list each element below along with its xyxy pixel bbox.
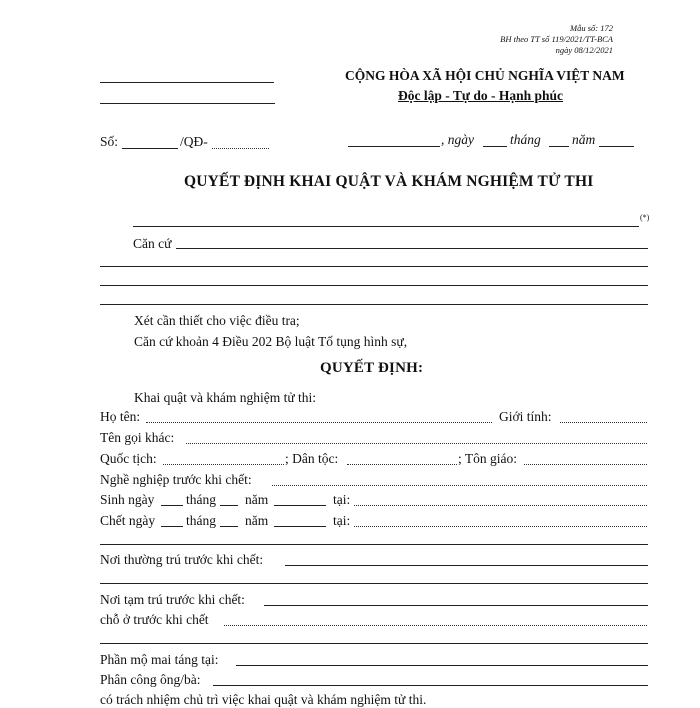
gender-label: Giới tính: [499, 409, 552, 424]
religion-blank [524, 464, 647, 465]
decision-intro: Khai quật và khám nghiệm tử thi: [134, 390, 317, 405]
full-name-label: Họ tên: [100, 409, 141, 424]
permanent-residence-blank [285, 565, 648, 566]
death-year-label: năm [245, 513, 269, 528]
form-date: ngày 08/12/2021 [555, 45, 613, 55]
alias-blank [186, 443, 647, 444]
place-blank [348, 146, 440, 147]
responsibility-text: có trách nhiệm chủ trì việc khai quật và khám nghiệm tử thi. [100, 692, 427, 707]
investigation-need: Xét cần thiết cho việc điều tra; [134, 313, 300, 328]
decision-heading: QUYẾT ĐỊNH: [320, 360, 424, 376]
birth-place-label: tại: [333, 492, 351, 507]
motto: Độc lập - Tự do - Hạnh phúc [398, 88, 564, 103]
month-blank [549, 146, 569, 147]
permanent-residence-blank-2 [100, 583, 648, 584]
death-date-label: Chết ngày [100, 513, 156, 528]
ethnicity-label: ; Dân tộc: [285, 451, 339, 466]
alias-label: Tên gọi khác: [100, 430, 175, 445]
basis-blank-2 [100, 266, 648, 267]
occupation-blank [272, 485, 647, 486]
basis-blank-4 [100, 304, 648, 305]
basis-label: Căn cứ [133, 236, 172, 251]
birth-day-blank [161, 505, 183, 506]
form-number-meta [500, 23, 613, 56]
death-day-blank [161, 526, 183, 527]
birth-date-label: Sinh ngày [100, 492, 155, 507]
temporary-residence-label: Nơi tạm trú trước khi chết: [100, 592, 245, 607]
day-blank [483, 146, 507, 147]
permanent-residence-label: Nơi thường trú trước khi chết: [100, 552, 264, 567]
assignee-label: Phân công ông/bà: [100, 672, 201, 687]
agency-line-2 [100, 103, 275, 104]
birth-place-blank [354, 505, 647, 506]
form-code: Mẫu số: 172 [570, 23, 613, 33]
decision-code-label: /QĐ- [180, 134, 208, 149]
date-day-label: , ngày [441, 132, 474, 147]
death-month-blank [220, 526, 238, 527]
number-label: Số: [100, 134, 119, 149]
date-year-label: năm [572, 132, 596, 147]
ethnicity-blank [347, 464, 457, 465]
full-name-blank [146, 422, 492, 423]
national-header: CỘNG HÒA XÃ HỘI CHỦ NGHĨA VIỆT NAM [345, 68, 625, 83]
authority-blank [133, 226, 639, 227]
residence-blank [224, 625, 647, 626]
residence-label: chỗ ở trước khi chết [100, 612, 209, 627]
footnote-mark: (*) [640, 213, 650, 222]
agency-line-1 [100, 82, 274, 83]
date-month-label: tháng [510, 132, 541, 147]
death-year-blank [274, 526, 326, 527]
assignee-blank [213, 685, 648, 686]
death-place-blank-2 [100, 544, 648, 545]
religion-label: ; Tôn giáo: [458, 451, 517, 466]
nationality-label: Quốc tịch: [100, 451, 157, 466]
temporary-residence-blank [264, 605, 648, 606]
occupation-label: Nghề nghiệp trước khi chết: [100, 472, 252, 487]
legal-basis: Căn cứ khoản 4 Điều 202 Bộ luật Tố tụng hình sự, [134, 334, 408, 349]
nationality-blank [163, 464, 284, 465]
death-month-label: tháng [186, 513, 216, 528]
birth-year-blank [274, 505, 326, 506]
number-blank [122, 148, 178, 149]
death-place-label: tại: [333, 513, 351, 528]
gender-blank [560, 422, 647, 423]
basis-blank-1 [176, 248, 648, 249]
birth-month-label: tháng [186, 492, 216, 507]
grave-location-label: Phần mộ mai táng tại: [100, 652, 219, 667]
death-place-blank [354, 526, 647, 527]
birth-month-blank [220, 505, 238, 506]
document-title: QUYẾT ĐỊNH KHAI QUẬT VÀ KHÁM NGHIỆM TỬ THI [184, 173, 594, 190]
decision-code-blank [212, 148, 269, 149]
year-blank [599, 146, 634, 147]
grave-location-blank [236, 665, 648, 666]
birth-year-label: năm [245, 492, 269, 507]
residence-blank-2 [100, 643, 648, 644]
form-circular: BH theo TT số 119/2021/TT-BCA [500, 34, 613, 44]
basis-blank-3 [100, 285, 648, 286]
